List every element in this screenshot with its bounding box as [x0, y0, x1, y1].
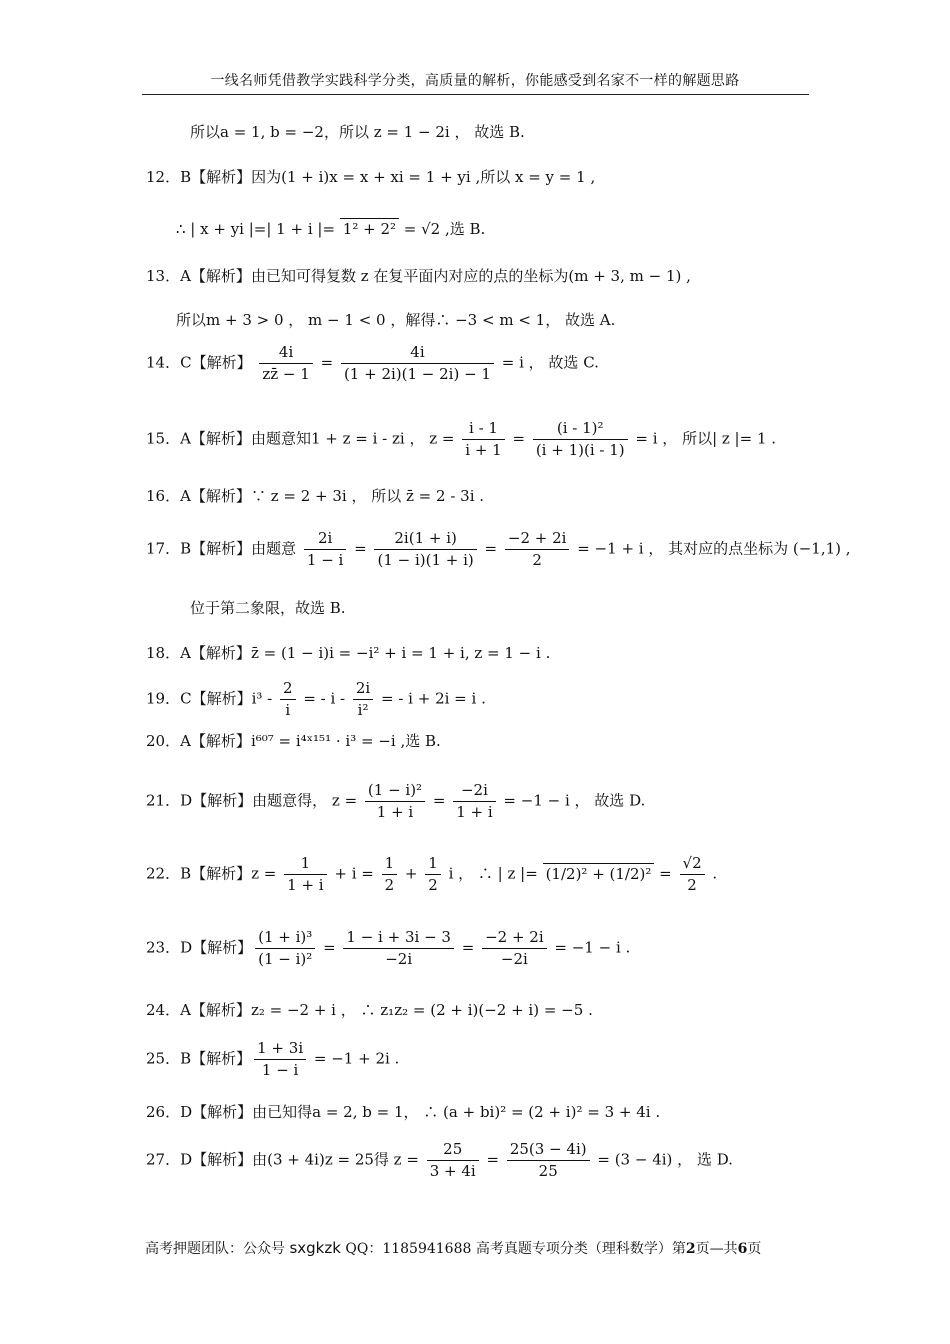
fraction-denominator: (i + 1)(i - 1) — [535, 441, 625, 459]
fraction-denominator: −2i — [385, 950, 413, 968]
answer-number: 22． — [146, 864, 181, 883]
answer-17: 17．B【解析】由题意 $\frac{2i}{1 - i}$ = $\frac{2i(1 + i)}{(1 - i)(1 + i)}$ = $\frac{-2 + 2i}{2}$ = −1 + i ， 其对应的点坐标为 (−1,1) , — [146, 529, 851, 569]
answer-12 — [146, 167, 595, 187]
fraction-numerator: i - 1 — [462, 418, 504, 440]
fraction-numerator: 25 — [427, 1139, 479, 1161]
fraction-numerator: −2 + 2i — [505, 528, 570, 550]
answer-text: 所以m + 3 > 0 ， m − 1 < 0 ，解得∴ −3 < m < 1， 故选 A. — [176, 311, 616, 329]
answer-number: 15． — [146, 429, 181, 448]
answer-number: 18． — [146, 644, 181, 662]
fraction-numerator: 2i — [353, 678, 373, 700]
fraction-denominator: 1 + i — [376, 803, 414, 821]
fraction — [341, 342, 494, 385]
fraction — [505, 528, 570, 571]
answer-14 — [146, 342, 599, 385]
fraction-numerator: 4i — [341, 342, 494, 364]
answer-text: 由题意得， z = — [252, 791, 362, 810]
page-footer — [145, 1238, 761, 1258]
answer-text: 由已知可得复数 z 在复平面内对应的点的坐标为(m + 3, m − 1) , — [250, 267, 691, 285]
fraction — [259, 342, 312, 385]
footer-qq: QQ：1185941688 高考真题专项分类（理科数学）第 — [340, 1241, 686, 1257]
answer-text: = (3 − 4i) ， 选 D. — [592, 1150, 733, 1169]
answer-number: 23． — [146, 938, 181, 957]
answer-number: 27． — [146, 1150, 181, 1169]
footer-brand: sxgkzk — [289, 1239, 341, 1257]
answer-24 — [146, 1000, 593, 1020]
equals-sign: = — [315, 353, 338, 372]
fraction-denominator: 1 + i — [456, 803, 493, 821]
answer-text: = - i - — [298, 689, 350, 708]
answer-text: 由(3 + 4i)z = 25得 z = — [252, 1150, 424, 1169]
answer-label: D【解析】 — [180, 1103, 253, 1121]
answer-text: + — [400, 864, 423, 883]
answer-text: = √2 ,选 B. — [399, 220, 486, 238]
answer-15: 15．A【解析】由题意知1 + z = i - zi ， z = $\frac{i - 1}{i + 1}$ = $\frac{\text{(i - 1)²}}{(i + 1)(i - 1)}$ = i ， 所以| z |= 1 . — [146, 419, 777, 459]
fraction-numerator: 2 — [280, 678, 296, 700]
footer-page-number: 2 — [685, 1241, 696, 1257]
answer-label: A【解析】 — [180, 429, 251, 448]
fraction — [533, 418, 628, 461]
answer-number: 12． — [146, 168, 181, 186]
fraction-numerator: −2 + 2i — [482, 927, 547, 949]
answer-label: B【解析】 — [180, 539, 252, 558]
answer-13-continuation — [176, 310, 615, 330]
answer-text: z₂ = −2 + i ， ∴ z₁z₂ = (2 + i)(−2 + i) = −5 . — [250, 1001, 593, 1019]
answer-text: 位于第二象限，故选 B. — [190, 599, 346, 617]
fraction — [304, 528, 346, 571]
answer-text: 所以a = 1, b = −2，所以 z = 1 − 2i ， 故选 B. — [190, 123, 525, 141]
fraction — [255, 927, 315, 970]
answer-text: ∴ | x + yi |=| 1 + i |= — [176, 220, 340, 238]
fraction-denominator: i + 1 — [465, 441, 502, 459]
answer-text: = −1 + i ， 其对应的点坐标为 (−1,1) , — [572, 539, 851, 558]
fraction-denominator: 1 + i — [287, 876, 324, 894]
fraction-denominator: (1 + 2i)(1 − 2i) − 1 — [343, 365, 491, 383]
answer-26 — [146, 1102, 660, 1122]
fraction — [453, 780, 495, 823]
answer-20 — [146, 731, 441, 751]
answer-label: B【解析】 — [180, 168, 252, 186]
fraction — [254, 1038, 306, 1081]
fraction-denominator: 2 — [687, 876, 697, 894]
sqrt-expression: (1/2)² + (1/2)² — [543, 863, 655, 884]
answer-text: i ， ∴ | z |= — [443, 864, 543, 883]
footer-team: 高考押题团队：公众号 — [145, 1241, 290, 1257]
answer-text: z = — [251, 864, 282, 883]
answer-label: A【解析】 — [180, 487, 251, 505]
fraction — [365, 780, 425, 823]
answer-text: z̄ = (1 − i)i = −i² + i = 1 + i, z = 1 − i . — [250, 644, 551, 662]
fraction — [680, 853, 705, 896]
answer-27: 27．D【解析】由(3 + 4i)z = 25得 z = $\frac{25}{3 + 4i}$ = $\frac{25(3 - 4i)}{25}$ = (3 − 4i) ， 选 D. — [146, 1140, 733, 1180]
fraction-numerator: −2i — [453, 780, 495, 802]
answer-16 — [146, 486, 484, 506]
answer-text: = −1 − i . — [549, 938, 631, 957]
fraction — [425, 853, 441, 896]
answer-text: . — [707, 864, 718, 883]
answer-number: 14． — [146, 353, 181, 372]
fraction-numerator: 1 + 3i — [254, 1038, 306, 1060]
answer-number: 20． — [146, 732, 181, 750]
fraction-denominator: zz̄ − 1 — [262, 365, 310, 383]
answer-23: 23．D【解析】 $\frac{\text{(1 + i)³}}{\text{(1 − i)²}}$ = $\frac{1 - i + 3i - 3}{-2i}$ = $\frac{-2 + 2i}{-2i}$ = −1 − i . — [146, 928, 631, 968]
page-header: 一线名师凭借教学实践科学分类，高质量的解析，你能感受到名家不一样的解题思路 — [210, 73, 740, 89]
answer-text: i⁶⁰⁷ = i⁴ˣ¹⁵¹ · i³ = −i ,选 B. — [250, 732, 441, 750]
answer-17-continuation — [190, 598, 346, 618]
answer-label: A【解析】 — [180, 644, 251, 662]
answer-text: = −1 + 2i . — [309, 1049, 400, 1068]
answer-11-continuation — [190, 122, 525, 142]
answer-text: i³ - — [251, 689, 277, 708]
fraction — [462, 418, 504, 461]
answer-text: 由题意 — [251, 539, 301, 558]
fraction-numerator: 1 — [284, 853, 326, 875]
fraction-denominator: 1 − i — [306, 551, 344, 569]
answer-21: 21．D【解析】由题意得， z = $\frac{\text{(1 − i)²}}{1 + i}$ = $\frac{-2i}{1 + i}$ = −1 − i ， 故选 D. — [146, 781, 646, 821]
answer-number: 25． — [146, 1049, 181, 1068]
fraction-denominator: 25 — [538, 1162, 558, 1180]
answer-22 — [146, 853, 717, 896]
fraction-denominator: (1 − i)² — [258, 950, 313, 968]
fraction-numerator: 1 − i + 3i − 3 — [343, 927, 454, 949]
fraction — [343, 927, 454, 970]
answer-number: 17． — [146, 539, 181, 558]
answer-text: + i = — [329, 864, 379, 883]
answer-text: ∵ z = 2 + 3i ， 所以 z̄ = 2 - 3i . — [250, 487, 485, 505]
header-divider — [142, 94, 809, 95]
fraction-denominator: 2 — [532, 551, 542, 569]
answer-text: = i ， 所以| z |= 1 . — [630, 429, 777, 448]
answer-25 — [146, 1038, 399, 1081]
answer-label: D【解析】 — [180, 791, 253, 810]
footer-mid: 页—共 — [695, 1241, 738, 1257]
fraction-denominator: 2 — [428, 876, 438, 894]
answer-text: 由题意知1 + z = i - zi ， z = — [250, 429, 460, 448]
fraction-denominator: 3 + 4i — [429, 1162, 476, 1180]
fraction-denominator: 2 — [384, 876, 395, 894]
answer-label: B【解析】 — [180, 864, 252, 883]
answer-number: 21． — [146, 791, 181, 810]
fraction-numerator: (1 − i)² — [365, 780, 425, 802]
fraction-numerator: (i - 1)² — [533, 418, 628, 440]
answer-label: C【解析】 — [180, 689, 252, 708]
answer-text: 由已知得a = 2, b = 1， ∴ (a + bi)² = (2 + i)² = 3 + 4i . — [252, 1103, 661, 1121]
sqrt-expression: 1² + 2² — [340, 218, 399, 239]
footer-end: 页 — [747, 1241, 762, 1257]
fraction-numerator: 2i — [304, 528, 346, 550]
fraction-denominator: i² — [357, 701, 369, 719]
fraction-numerator: 25(3 − 4i) — [507, 1139, 590, 1161]
fraction — [353, 678, 373, 721]
fraction-denominator: i — [285, 701, 291, 719]
fraction-numerator: 4i — [259, 342, 312, 364]
answer-text: 因为(1 + i)x = x + xi = 1 + yi ,所以 x = y = 1 , — [251, 168, 596, 186]
fraction-denominator: −2i — [500, 950, 528, 968]
answer-label: B【解析】 — [180, 1049, 252, 1068]
answer-label: D【解析】 — [180, 1150, 253, 1169]
answer-number: 26． — [146, 1103, 181, 1121]
fraction — [382, 853, 398, 896]
fraction-numerator: (1 + i)³ — [255, 927, 315, 949]
fraction-numerator: 1 — [425, 853, 441, 875]
fraction-denominator: 1 − i — [261, 1061, 299, 1079]
answer-label: A【解析】 — [180, 1001, 251, 1019]
answer-label: A【解析】 — [180, 267, 251, 285]
fraction-denominator: (1 − i)(1 + i) — [377, 551, 474, 569]
fraction — [427, 1139, 479, 1182]
fraction — [482, 927, 547, 970]
answer-18 — [146, 643, 550, 663]
answer-text: = −1 − i ， 故选 D. — [498, 791, 646, 810]
answer-text: = - i + 2i = i . — [376, 689, 486, 708]
answer-label: C【解析】 — [180, 353, 252, 372]
answer-19 — [146, 678, 486, 721]
footer-page-total: 6 — [737, 1241, 748, 1257]
answer-number: 16． — [146, 487, 181, 505]
fraction-numerator: √2 — [680, 853, 705, 875]
fraction-numerator: 1 — [382, 853, 398, 875]
fraction-numerator: 2i(1 + i) — [374, 528, 476, 550]
fraction — [280, 678, 296, 721]
fraction — [284, 853, 326, 896]
fraction — [507, 1139, 590, 1182]
answer-13 — [146, 266, 691, 286]
answer-text: = — [654, 864, 677, 883]
answer-label: A【解析】 — [180, 732, 251, 750]
answer-label: D【解析】 — [180, 938, 253, 957]
answer-text: = i ， 故选 C. — [496, 353, 599, 372]
answer-number: 24． — [146, 1001, 181, 1019]
answer-12-continuation — [176, 218, 485, 239]
fraction — [374, 528, 476, 571]
answer-number: 13． — [146, 267, 181, 285]
answer-number: 19． — [146, 689, 181, 708]
